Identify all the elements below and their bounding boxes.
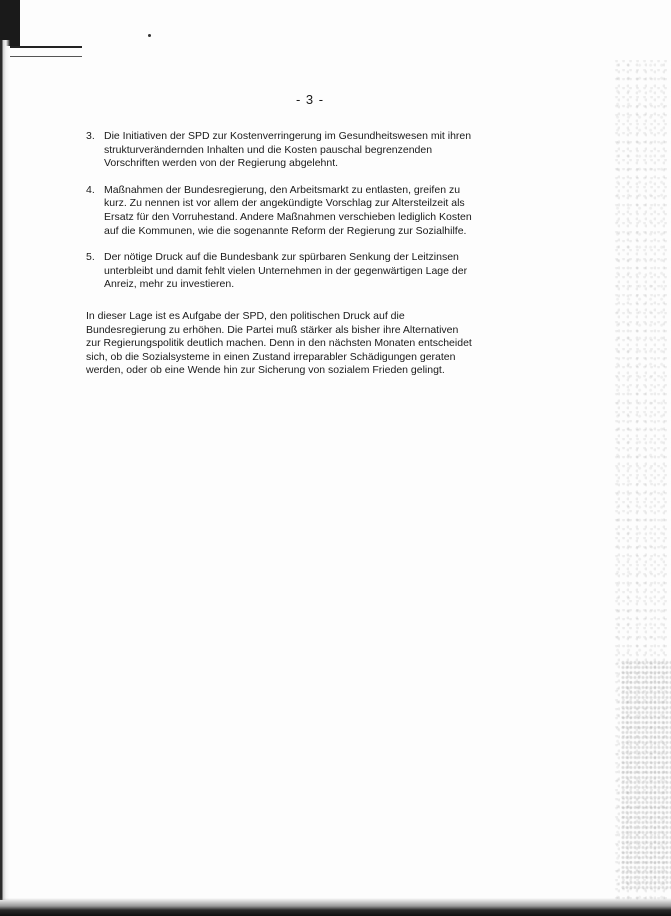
scan-artifact-left-edge	[0, 40, 10, 900]
scan-artifact-bottom-edge	[0, 898, 671, 916]
scan-artifact-speck	[148, 34, 151, 37]
list-item-text: Maßnahmen der Bundesregierung, den Arbeitsmarkt zu entlasten, greifen zu kurz. Zu nennen ist vor allem der angekündigte Vorschlag zur Altersteilzeit als Ersatz für den Vorruhestand. Andere Maßnahmen verschieben lediglich Kosten auf die Kommunen, wie die sogenannte Reform der Regierung zur Sozialhilfe.	[104, 183, 472, 237]
list-item	[86, 251, 556, 292]
list-item-text: Der nötige Druck auf die Bundesbank zur spürbaren Senkung der Leitzinsen unterbleibt und damit fehlt vielen Unternehmen in der gegenwärtigen Lage der Anreiz, mehr zu investieren.	[104, 251, 468, 291]
list-item-number: 3.	[86, 130, 95, 142]
list-item-number: 4.	[86, 183, 95, 196]
closing-paragraph: In dieser Lage ist es Aufgabe der SPD, den politischen Druck auf die Bundesregierung zu erhöhen. Die Partei muß stärker als bisher ihre Alternativen zur Regierungspolitik deutlich machen. Denn in den nächsten Monaten entscheidet sich, ob die Sozialsysteme in einen Zustand irreparabler Schädigungen geraten werden, oder ob eine Wende hin zur Sicherung von sozialem Frieden gelingt.	[86, 309, 472, 377]
scan-artifact-right-noise-heavy	[621, 660, 671, 890]
document-body	[86, 130, 556, 388]
page-number: - 3 -	[295, 92, 325, 107]
list-item	[86, 130, 556, 171]
list-item-number: 5.	[86, 251, 95, 264]
list-item	[86, 184, 556, 238]
numbered-list	[86, 130, 556, 292]
list-item-text: Die Initiativen der SPD zur Kostenverringerung im Gesundheitswesen mit ihren strukturverändernden Inhalten und die Kosten pauschal begrenzenden Vorschriften werden von der Regierung abgelehnt.	[104, 130, 472, 170]
scan-artifact-top-line	[10, 46, 82, 57]
